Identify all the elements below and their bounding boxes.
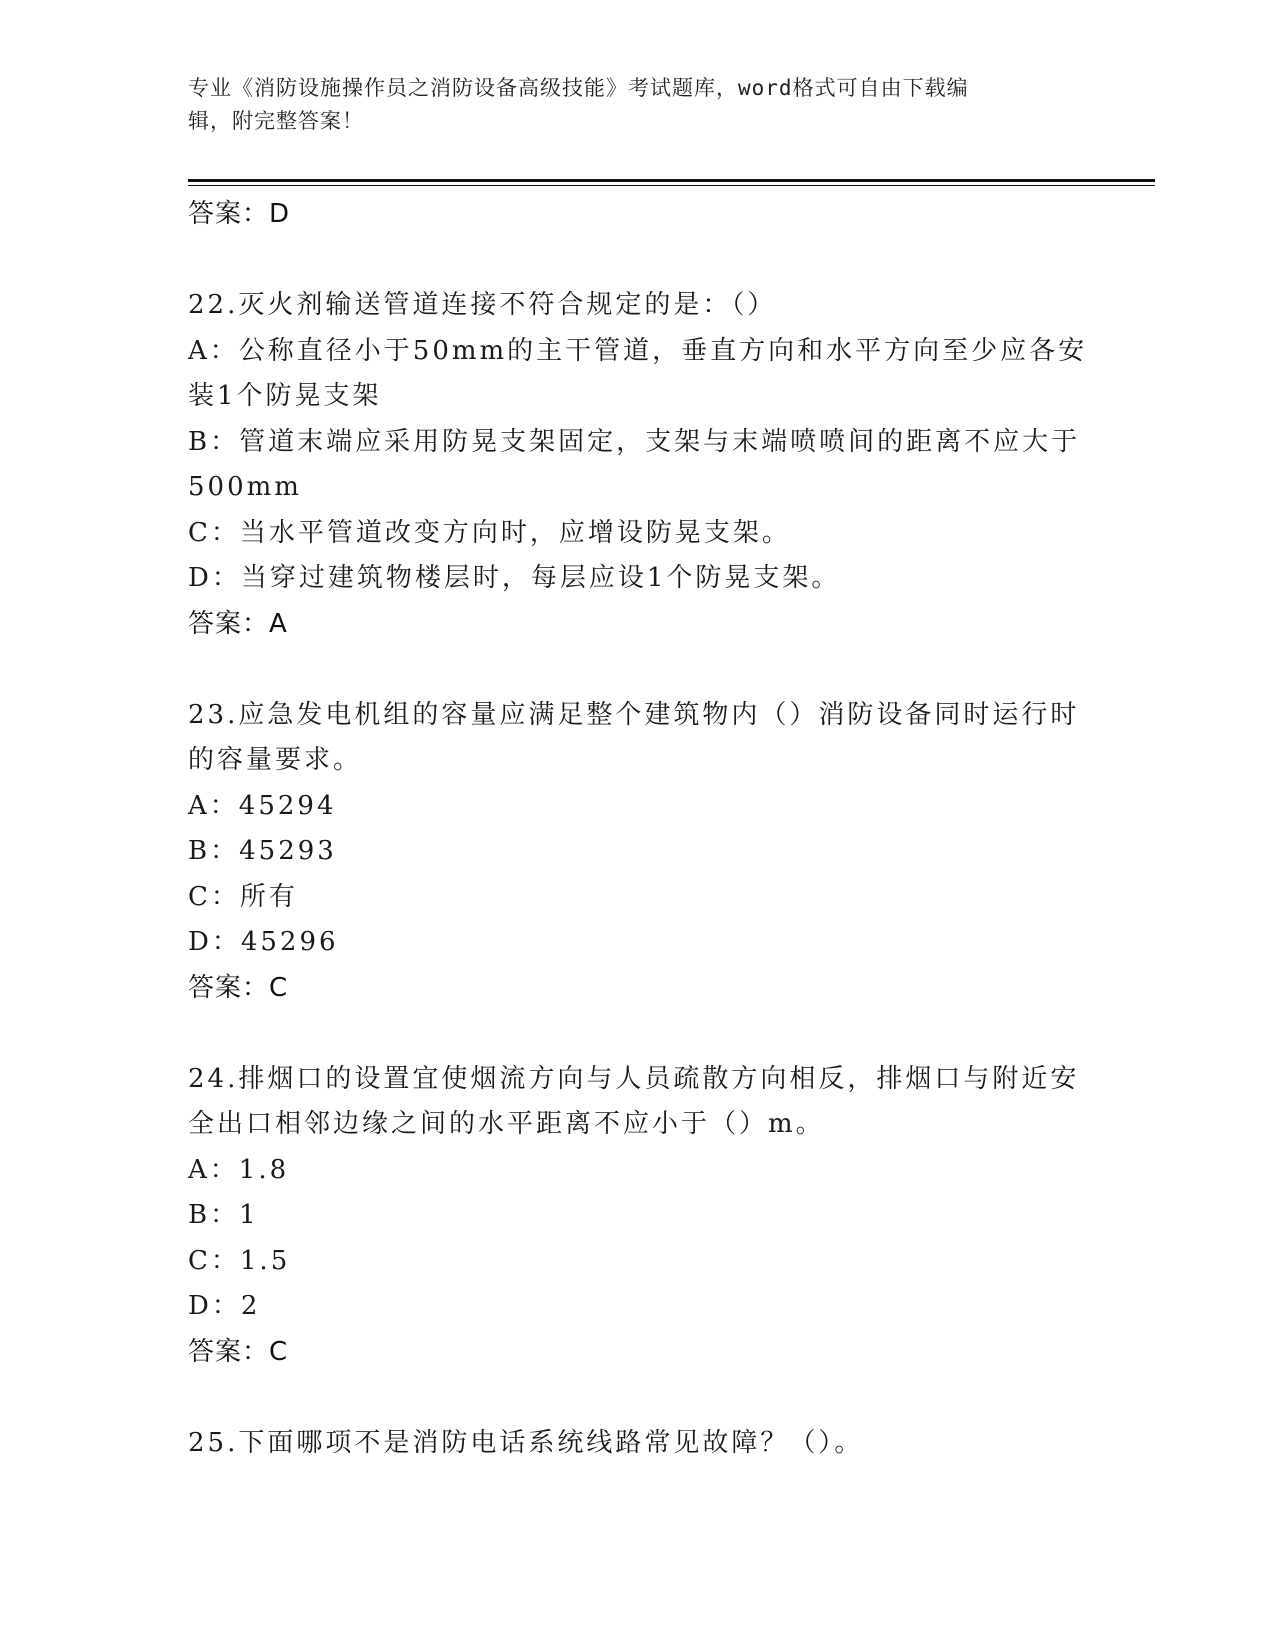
option-c: C：所有 — [188, 881, 298, 912]
option-a-line-2: 装1个防晃支架 — [188, 381, 382, 411]
option-b: B：1 — [188, 1200, 259, 1230]
document-header — [188, 72, 1088, 138]
question-22 — [188, 283, 1088, 647]
option-d: D：2 — [188, 1291, 261, 1321]
spacer — [188, 1011, 1088, 1057]
question-24 — [188, 1057, 1088, 1376]
question-stem-line-1: 23.应急发电机组的容量应满足整个建筑物内（）消防设备同时运行时 — [188, 699, 1080, 730]
question-answer: 答案：C — [188, 1336, 289, 1367]
spacer — [188, 1375, 1088, 1421]
spacer — [188, 238, 1088, 284]
question-answer: 答案：A — [188, 608, 288, 639]
header-divider-thick — [188, 179, 1155, 182]
spacer — [188, 647, 1088, 693]
header-divider-thin — [188, 185, 1155, 186]
question-stem-line-1: 24.排烟口的设置宜使烟流方向与人员疏散方向相反，排烟口与附近安 — [188, 1063, 1080, 1094]
option-c: C：当水平管道改变方向时，应增设防晃支架。 — [188, 517, 791, 548]
question-answer: 答案：C — [188, 972, 289, 1003]
option-a: A：45294 — [188, 790, 337, 821]
question-stem-line-2: 的容量要求。 — [188, 745, 363, 775]
question-stem: 22.灭火剂输送管道连接不符合规定的是：（） — [188, 290, 777, 320]
option-b-line-1: B：管道末端应采用防晃支架固定，支架与末端喷喷间的距离不应大于 — [188, 426, 1081, 457]
header-line-1: 专业《消防设施操作员之消防设备高级技能》考试题库，word格式可自由下载编 — [188, 76, 969, 100]
option-d: D：当穿过建筑物楼层时，每层应设1个防晃支架。 — [188, 563, 841, 593]
option-b-line-2: 500mm — [188, 472, 302, 502]
option-b: B：45293 — [188, 836, 337, 866]
option-c: C：1.5 — [188, 1245, 291, 1276]
option-a: A：1.8 — [188, 1154, 290, 1185]
question-stem-line-2: 全出口相邻边缘之间的水平距离不应小于（）m。 — [188, 1109, 825, 1139]
question-stem: 25.下面哪项不是消防电话系统线路常见故障？（）。 — [188, 1427, 864, 1458]
question-list — [188, 192, 1088, 1466]
option-a-line-1: A：公称直径小于50mm的主干管道，垂直方向和水平方向至少应各安 — [188, 335, 1088, 366]
option-d: D：45296 — [188, 927, 339, 957]
question-25 — [188, 1421, 1088, 1467]
previous-answer: 答案：D — [188, 199, 291, 229]
question-23 — [188, 693, 1088, 1012]
header-line-2: 辑，附完整答案！ — [188, 109, 364, 133]
